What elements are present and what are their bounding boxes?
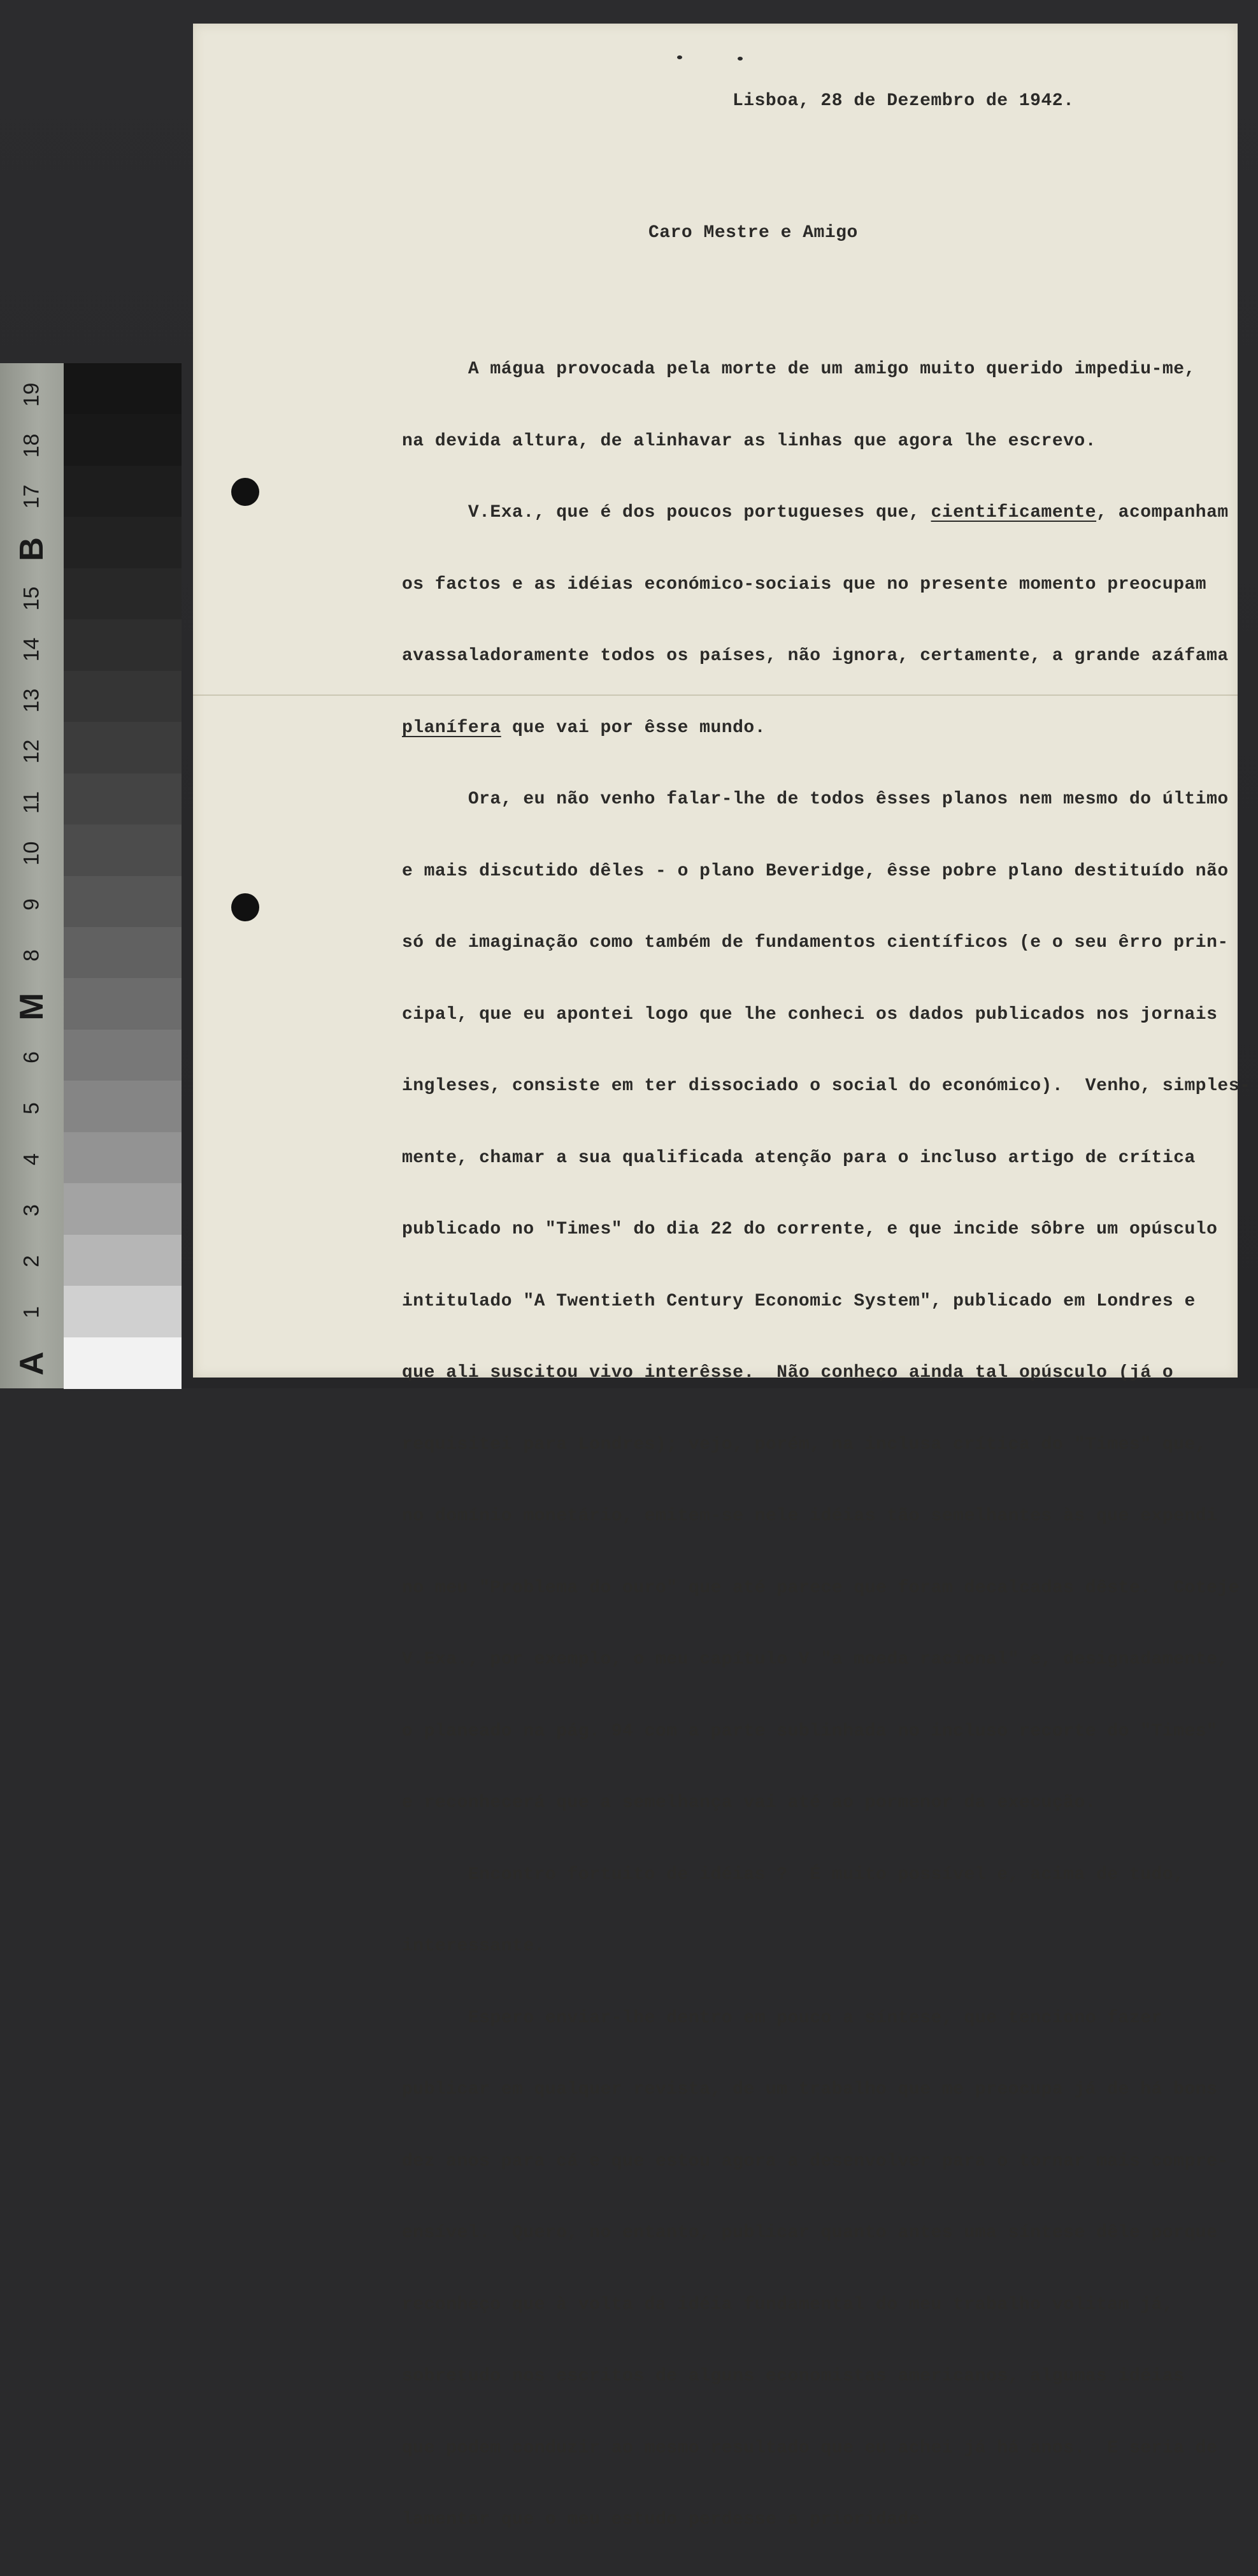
punch-hole — [231, 478, 259, 506]
scale-label: 17 — [19, 484, 44, 509]
scale-label: 11 — [19, 791, 44, 814]
text-line: mente, chamar a sua qualificada atenção para o incluso artigo de crítica — [402, 1148, 1196, 1168]
scale-label: 6 — [19, 1051, 44, 1063]
scale-label: 10 — [19, 841, 44, 866]
text-line: no meu "Problema do ouro" que até parece que foram decalcadas dêste. Coteje — [402, 1578, 1240, 1598]
gray-patch — [64, 1081, 182, 1132]
gray-patch — [64, 1183, 182, 1235]
gray-patch — [64, 466, 182, 517]
text-line: requisitei para Londres); vejo, porém, na inclusa crítica do "Times" que, — [402, 1434, 1207, 1455]
gray-patch — [64, 517, 182, 568]
gray-patch — [64, 824, 182, 876]
gray-patch — [64, 363, 182, 415]
gray-patch — [64, 414, 182, 466]
text-line: dez anos para cá e que estou agora a desenvolver para o tornar mais compre- — [402, 2151, 1229, 2171]
scale-label: 5 — [19, 1102, 44, 1114]
letter-body — [402, 314, 1251, 2576]
scale-label: M — [13, 993, 50, 1021]
scale-label: 3 — [19, 1204, 44, 1216]
scale-label: 15 — [19, 586, 44, 611]
letter-page — [193, 24, 1251, 2529]
scale-label: 8 — [19, 949, 44, 961]
scale-label: 2 — [19, 1255, 44, 1267]
scale-label: 1 — [19, 1306, 44, 1318]
gray-patch — [64, 671, 182, 723]
gray-patch-strip — [64, 363, 182, 1388]
text-line: A mágua provocada pela morte de um amigo muito querido impediu-me, — [402, 359, 1196, 379]
punch-hole — [231, 893, 259, 921]
gray-patch — [64, 1286, 182, 1337]
text-line: V.Exa., por exemplo, o meu capítulo V "a moeda racional" e, designadamente, — [402, 1650, 1229, 1669]
text-line: que podem conduzir ao mesmo resultado que eu achei já há anos. E seria de — [402, 2438, 1218, 2458]
scale-labels-strip — [0, 363, 64, 1388]
scale-label: 4 — [19, 1153, 44, 1165]
text-segment: , acompanham — [1096, 503, 1229, 522]
gray-patch — [64, 774, 182, 825]
text-line: e mais discutido dêles - o plano Beveridge, êsse pobre plano destituído não — [402, 861, 1229, 881]
text-line: os factos e as idéias económico-sociais que no presente momento preocupam — [402, 574, 1207, 594]
scale-label: 12 — [19, 739, 44, 764]
gray-patch — [64, 568, 182, 620]
text-line: intitulado "A Twentieth Century Economic System", publicado em Londres e — [402, 1291, 1196, 1311]
gray-patch — [64, 722, 182, 774]
gray-patch — [64, 1030, 182, 1081]
text-line: cipal, que eu apontei logo que lhe conheci os dados publicados nos jornais — [402, 1004, 1218, 1025]
scale-label: 18 — [19, 433, 44, 458]
text-line: ensível. Quero, no entanto, publicar quanto antes uma síntese dêle porque — [402, 2223, 1218, 2243]
gray-patch — [64, 1235, 182, 1286]
text-line — [402, 712, 1230, 745]
color-scale-card — [0, 363, 182, 1388]
ink-speck — [738, 57, 743, 61]
letter-salutation: Caro Mestre e Amigo — [648, 223, 858, 243]
text-line: e reconhecerá que a semelhança vai até ao pormenor da execução. — [402, 1793, 1097, 1813]
underlined-word: planífera — [402, 717, 501, 738]
text-line: no domínio monetário, emitem-se nele idéias tão semelhantes às que expendi — [402, 1506, 1218, 1526]
text-line: interessante. — [402, 1936, 545, 1956]
text-line: Encontro fortuito de idéias ? É muito possível e, acima de tudo, — [402, 1864, 1185, 1885]
gray-patch — [64, 978, 182, 1030]
ink-speck — [677, 55, 682, 59]
gray-patch — [64, 927, 182, 979]
letter-date: Lisboa, 28 de Dezembro de 1942. — [733, 91, 1075, 111]
scale-label: 19 — [19, 382, 44, 407]
text-line: publicar em qualquer revista, de um trabalho que me preocupa já de há bons — [402, 2080, 1218, 2099]
scale-label: 13 — [19, 688, 44, 713]
text-line: só de imaginação como também de fundamentos científicos (e o seu êrro prin- — [402, 933, 1229, 953]
text-line: publicado no "Times" do dia 22 do corrente, e que incide sôbre um opúsculo — [402, 1220, 1218, 1239]
scale-label: 9 — [19, 898, 44, 910]
gray-patch — [64, 876, 182, 928]
text-segment: que vai por êsse mundo. — [501, 717, 766, 738]
gray-patch — [64, 1337, 182, 1389]
text-line: na devida altura, de alinhavar as linhas que agora lhe escrevo. — [402, 431, 1097, 451]
text-line: ingleses, consiste em ter dissociado o social do económico). Venho, simples- — [402, 1076, 1251, 1096]
gray-patch — [64, 1132, 182, 1184]
scale-label: A — [13, 1351, 50, 1376]
text-line: Ora, eu não venho falar-lhe de todos êsses planos nem mesmo do último — [402, 789, 1229, 809]
scale-label: B — [13, 537, 50, 561]
text-line: avassaladoramente todos os países, não ignora, certamente, a grande azáfama — [402, 646, 1229, 666]
text-line: Espero enviar-lhe dentro em pouco a síntese, que tenciono fazer — [402, 2008, 1162, 2028]
text-segment: V.Exa., que é dos poucos portugueses que, — [402, 503, 931, 522]
gray-patch — [64, 619, 182, 671]
text-line — [402, 497, 1230, 529]
text-line: o planeado na pág. 94 com a parte sublinhada no incluso recorte do "Times" — [402, 1721, 1218, 1741]
text-line: que ali suscitou vivo interêsse. Não conheço ainda tal opúsculo (já o — [402, 1363, 1174, 1383]
text-line: lamentar que o meu estudo perdesse a prioridade. — [402, 2510, 931, 2529]
scale-label: 14 — [19, 637, 44, 662]
underlined-word: cientificamente — [931, 503, 1097, 522]
text-line: sobretudo nos escritos de alguns economistas americanos, algumas idéias — [402, 2366, 1185, 2386]
text-line: reconheço que à volta da idéia fundamental do meu trabalho volitam já, — [402, 2294, 1174, 2315]
